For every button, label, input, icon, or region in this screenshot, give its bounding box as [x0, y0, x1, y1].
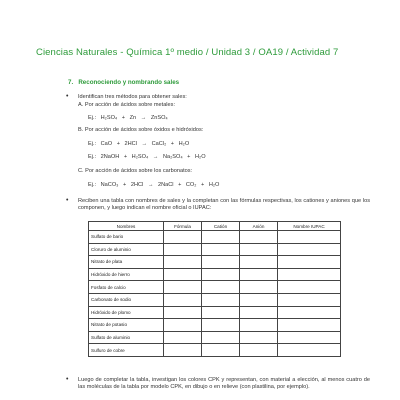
method-a-label: A. Por acción de ácidos sobre metales:: [78, 102, 176, 108]
method-c-example: Ej.: NaCO₃ + 2HCl → 2NaCl + CO₂ + H₂O: [88, 182, 220, 188]
table-row: [89, 243, 341, 256]
bullet-icon: •: [66, 93, 69, 100]
final-paragraph: Luego de completar la tabla, investigan los colores CPK y representan, con material a elección, al menos cuatro de las moléculas de la tabla por modelo CPK, en dibujo o en relieve (con plastilina, por ejemplo).: [78, 377, 370, 391]
column-header: Fórmula: [164, 222, 202, 231]
column-header: Nombres: [89, 222, 164, 231]
salt-name: Nitrato de plata: [89, 256, 164, 269]
salt-name: Nitrato de potasio: [89, 319, 164, 332]
column-header: Catión: [202, 222, 240, 231]
salt-name: Hidróxido de plomo: [89, 306, 164, 319]
salt-name: Carbonato de sodio: [89, 293, 164, 306]
table-row: [89, 293, 341, 306]
bullet-icon: •: [66, 197, 69, 204]
salt-name: Hidróxido de hierro: [89, 268, 164, 281]
salt-name: Sulfato de bario: [89, 231, 164, 244]
table-row: [89, 231, 341, 244]
bullet-icon: •: [66, 376, 69, 383]
table-instruction: Reciben una tabla con nombres de sales y la completan con las fórmulas respectivas, los cationes y aniones que los componen, y luego indican el nombre oficial o IUPAC:: [78, 198, 370, 212]
method-a-example: Ej.: H₂SO₄ + Zn → ZnSO₄: [88, 115, 168, 121]
table-row: [89, 344, 341, 357]
table-row: [89, 306, 341, 319]
column-header: Anión: [240, 222, 278, 231]
methods-intro: Identifican tres métodos para obtener sales:: [78, 94, 187, 100]
table-row: [89, 331, 341, 344]
salt-name: Sulfato de aluminio: [89, 331, 164, 344]
salt-name: Cloruro de aluminio: [89, 243, 164, 256]
table-row: [89, 256, 341, 269]
method-b-label: B. Por acción de ácidos sobre óxidos e hidróxidos:: [78, 127, 204, 133]
method-b-example-1: Ej.: CaO + 2HCl → CaCl₂ + H₂O: [88, 141, 190, 147]
salts-table: [88, 221, 341, 357]
section-heading: [68, 79, 179, 86]
table-row: [89, 319, 341, 332]
page-title: Ciencias Naturales - Química 1º medio / Unidad 3 / OA19 / Actividad 7: [36, 47, 339, 58]
method-c-label: C. Por acción de ácidos sobre los carbonatos:: [78, 168, 193, 174]
section-title: Reconociendo y nombrando sales: [78, 79, 180, 86]
table-row: [89, 268, 341, 281]
column-header: Nombre IUPAC: [278, 222, 341, 231]
salt-name: Sulfuro de cobre: [89, 344, 164, 357]
section-number: 7.: [68, 79, 74, 86]
table-header-row: [89, 222, 341, 231]
table-row: [89, 281, 341, 294]
method-b-example-2: Ej.: 2NaOH + H₂SO₄ → Na₂SO₄ + H₂O: [88, 154, 206, 160]
salt-name: Fosfato de calcio: [89, 281, 164, 294]
